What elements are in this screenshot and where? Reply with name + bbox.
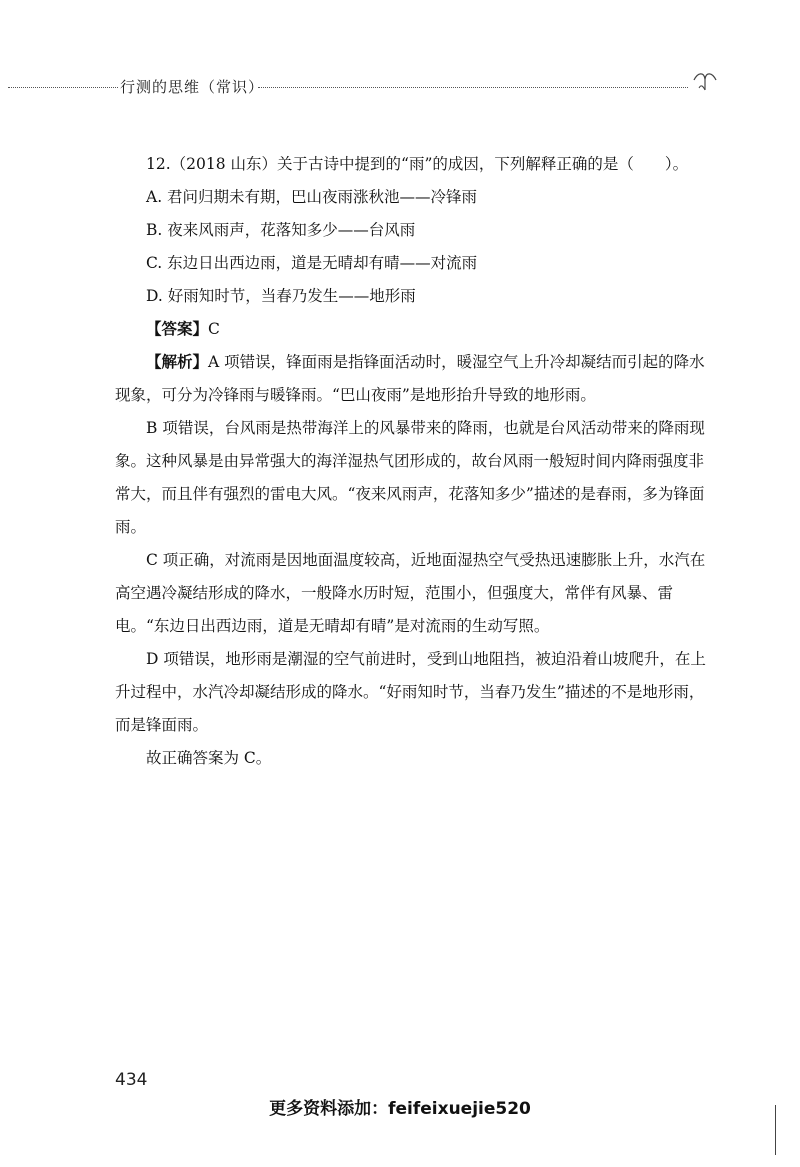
- analysis-tag: 【解析】: [146, 353, 209, 371]
- header-rule-right: [258, 87, 688, 88]
- running-header: [0, 72, 800, 102]
- analysis-paragraph-c: C 项正确，对流雨是因地面温度较高，近地面湿热空气受热迅速膨胀上升，水汽在高空遇冷凝结形成的降水，一般降水历时短，范围小，但强度大，常伴有风暴、雷电。“东边日出西边雨，道是无晴却有晴”是对流雨的生动写照。: [115, 551, 706, 635]
- analysis-conclusion: 故正确答案为 C。: [146, 749, 272, 767]
- footer-note: 更多资料添加：feifeixuejie520: [269, 1099, 531, 1119]
- option-b: B. 夜来风雨声，花落知多少——台风雨: [146, 221, 416, 239]
- page-edge-mark: [775, 1105, 776, 1155]
- header-rule-left: [8, 87, 118, 88]
- analysis-paragraph-b: B 项错误，台风雨是热带海洋上的风暴带来的降雨，也就是台风活动带来的降雨现象。这种风暴是由异常强大的海洋湿热气团形成的，故台风雨一般短时间内降雨强度非常大，而且伴有强烈的雷电大风。“夜来风雨声，花落知多少”描述的是春雨，多为锋面雨。: [115, 419, 705, 536]
- analysis-a-text: A 项错误，锋面雨是指锋面活动时，暖湿空气上升冷却凝结而引起的降水现象，可分为冷锋雨与暖锋雨。“巴山夜雨”是地形抬升导致的地形雨。: [115, 353, 705, 404]
- answer-tag: 【答案】: [146, 320, 209, 338]
- header-title: 行测的思维（常识）: [120, 78, 265, 96]
- leaf-ornament-icon: [690, 66, 720, 96]
- question-block: [115, 148, 715, 775]
- question-stem: 12.（2018 山东）关于古诗中提到的“雨”的成因，下列解释正确的是（ ）。: [146, 155, 689, 173]
- answer-line: [115, 313, 715, 346]
- option-a: A. 君问归期未有期，巴山夜雨涨秋池——冷锋雨: [146, 188, 478, 206]
- analysis-paragraph-d: D 项错误，地形雨是潮湿的空气前进时，受到山地阻挡，被迫沿着山坡爬升，在上升过程中，水汽冷却凝结形成的降水。“好雨知时节，当春乃发生”描述的不是地形雨，而是锋面雨。: [115, 650, 706, 734]
- page-number: 434: [115, 1070, 148, 1090]
- option-d: D. 好雨知时节，当春乃发生——地形雨: [146, 287, 416, 305]
- analysis-paragraph-a: [115, 346, 715, 412]
- option-c: C. 东边日出西边雨，道是无晴却有晴——对流雨: [146, 254, 478, 272]
- answer-value: C: [208, 320, 220, 338]
